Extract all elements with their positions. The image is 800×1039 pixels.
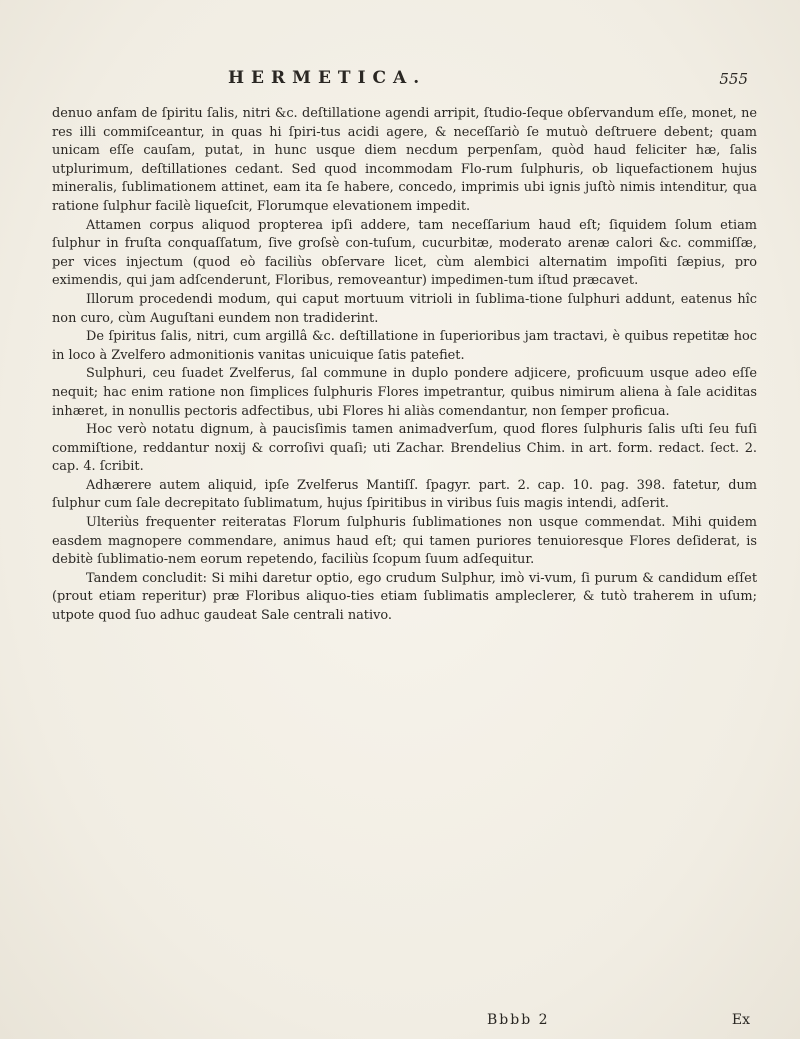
page-number: 555 [719,70,748,88]
page-footer [0,1012,800,1032]
paragraph: De ſpiritus ſalis, nitri, cum argillâ &c. deſtillatione in ſuperioribus jam tractavi, è quibus repetitæ hoc in loco à Zvelfero admonitionis vanitas unicuique ſatis patefiet. [52,329,757,363]
page-header [68,68,758,94]
paragraph: Illorum procedendi modum, qui caput mortuum vitrioli in ſublima-tione ſulphuri addunt, eatenus hîc non curo, cùm Auguſtani eundem non tradiderint. [52,291,757,326]
paragraph: Ulteriùs frequenter reiteratas Florum ſulphuris ſublimationes non usque commendat. Mihi quidem easdem magnopere commendare, animus haud eſt; qui tamen puriores tenuioresque Flores deſiderat, is debitè ſublimatio-nem eorum repetendo, faciliùs ſcopum ſuum adſequitur. [52,515,757,568]
paragraph: Attamen corpus aliquod propterea ipſi addere, tam neceſſarium haud eſt; ſiquidem ſolum etiam ſulphur in fruſta conquaſſatum, ſive groſsè con-tuſum, cucurbitæ, moderato arenæ calori &c. commiſſæ, per vices injectum (quod eò faciliùs obſervare licet, cùm alembici alternatim impoſiti ſæpius, pro eximendis, qui jam adſcenderunt, Floribus, removeantur) impedimen-tum iſtud præcavet. [52,217,757,289]
paragraph: Adhærere autem aliquid, ipſe Zvelferus Mantiſſ. ſpagyr. part. 2. cap. 10. pag. 398. fatetur, dum ſulphur cum ſale decrepitato ſublimatum, hujus ſpiritibus in viribus ſuis magis intendi, adſerit. [52,477,757,512]
paragraph: Sulphuri, ceu ſuadet Zvelferus, ſal commune in duplo pondere adjicere, proficuum usque adeo eſſe nequit; hac enim ratione non ſimplices ſulphuris Flores impetrantur, quibus nimirum aliena à ſale aciditas inhæret, in nonullis pectoris adfectibus, ubi Flores hi aliàs comendantur, non ſemper proficua. [52,366,757,419]
paragraph: denuo anfam de ſpiritu ſalis, nitri &c. deſtillatione agendi arripit, ſtudio-ſeque obſervandum eſſe, monet, ne res illi commiſceantur, in quas hi ſpiri-tus acidi agere, & neceſſariò ſe mutuò deſtruere debent; quam unicam eſſe cauſam, putat, in hunc usque diem necdum perpenſam, quòd haud feliciter hæ, ſalis utplurimum, deſtillationes cedant. Sed quod incommodam Flo-rum ſulphuris, ob liquefactionem hujus mineralis, ſublimationem attinet, eam ita ſe habere, concedo, imprimis ubi ignis juſtò nimis intenditur, qua ratione ſulphur facilè liqueſcit, Florumque elevationem impedit. [52,106,757,214]
paragraph: Tandem concludit: Si mihi daretur optio, ego crudum Sulphur, imò vi-vum, ſi purum & candidum eſſet (prout etiam reperitur) præ Floribus aliquo-ties etiam ſublimatis ampleclerer, & tutò traherem in uſum; utpote quod ſuo adhuc gaudeat Sale centrali nativo. [52,570,757,624]
body-text [52,105,757,626]
catchword: Ex [731,1012,750,1028]
paragraph: Hoc verò notatu dignum, à paucisſimis tamen animadverſum, quod flores ſulphuris ſalis uſti ſeu fuſi commiſtione, reddantur noxij & corroſivi quaſi; uti Zachar. Brendelius Chim. in art. form. redact. ſect. 2. cap. 4. ſcribit. [52,422,757,475]
signature-mark: Bbbb 2 [487,1012,550,1028]
running-title: HERMETICA. [228,68,427,88]
